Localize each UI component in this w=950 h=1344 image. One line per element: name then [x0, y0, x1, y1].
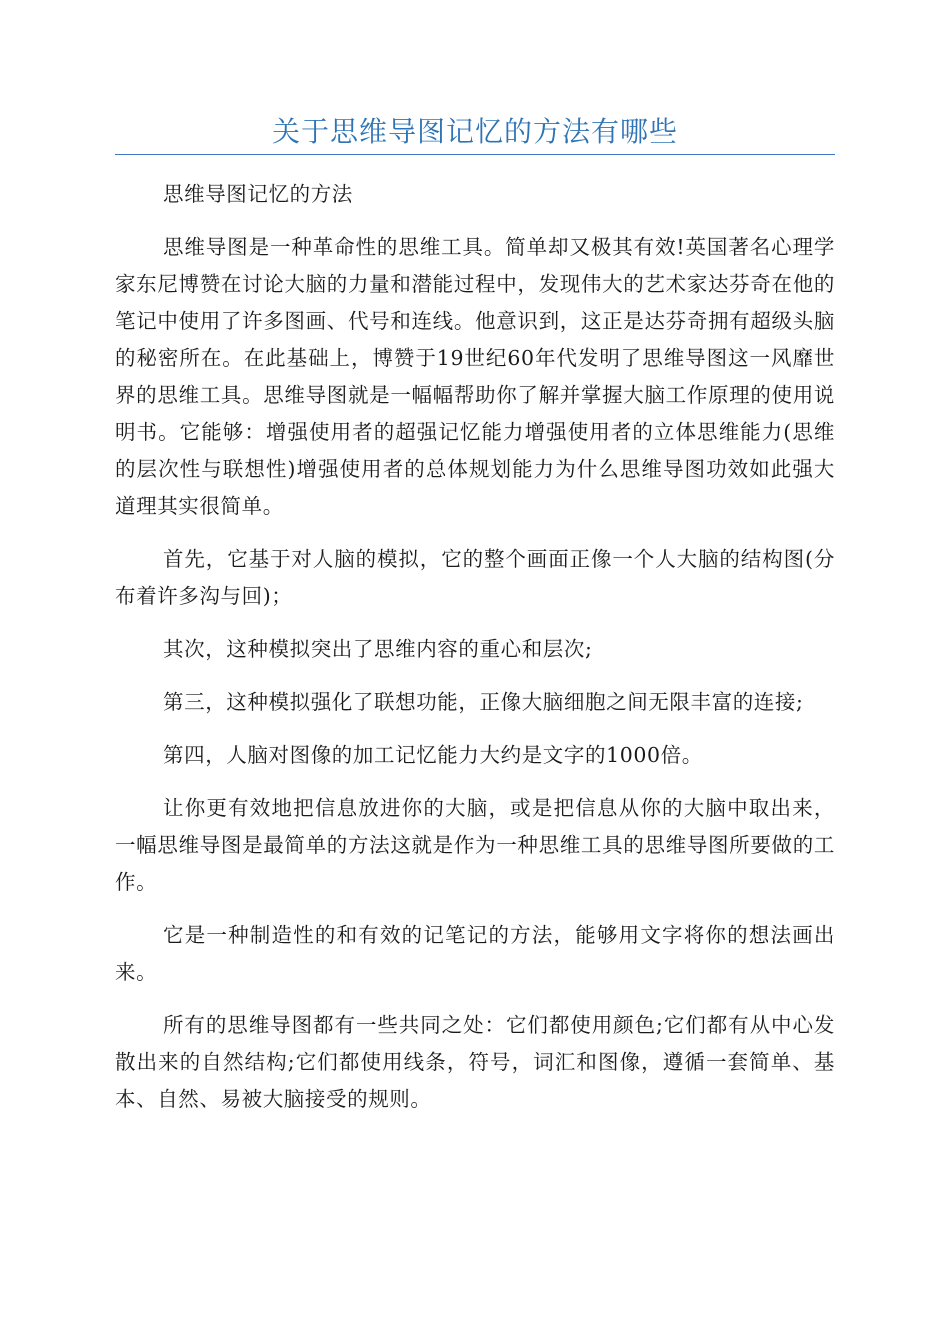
- paragraph-common-traits: 所有的思维导图都有一些共同之处：它们都使用颜色;它们都有从中心发散出来的自然结构;它们都使用线条，符号，词汇和图像，遵循一套简单、基本、自然、易被大脑接受的规则。: [115, 1013, 835, 1111]
- title-underline: [115, 154, 835, 155]
- document-title: 关于思维导图记忆的方法有哪些: [271, 115, 678, 148]
- paragraph-purpose: 让你更有效地把信息放进你的大脑，或是把信息从你的大脑中取出来，一幅思维导图是最简单的方法这就是作为一种思维工具的思维导图所要做的工作。: [115, 796, 835, 894]
- document-body: [115, 176, 835, 1134]
- paragraph-first: 首先，它基于对人脑的模拟，它的整个画面正像一个人大脑的结构图(分布着许多沟与回)；: [115, 547, 835, 608]
- section-heading: 思维导图记忆的方法: [163, 182, 353, 206]
- paragraph-intro: 思维导图是一种革命性的思维工具。简单却又极其有效!英国著名心理学家东尼博赞在讨论大脑的力量和潜能过程中，发现伟大的艺术家达芬奇在他的笔记中使用了许多图画、代号和连线。他意识到，这正是达芬奇拥有超级头脑的秘密所在。在此基础上，博赞于19世纪60年代发明了思维导图这一风靡世界的思维工具。思维导图就是一幅幅帮助你了解并掌握大脑工作原理的使用说明书。它能够：增强使用者的超强记忆能力增强使用者的立体思维能力(思维的层次性与联想性)增强使用者的总体规划能力为什么思维导图功效如此强大道理其实很简单。: [115, 235, 835, 518]
- paragraph-third: 第三，这种模拟强化了联想功能，正像大脑细胞之间无限丰富的连接;: [163, 690, 804, 714]
- paragraph-second: 其次，这种模拟突出了思维内容的重心和层次;: [163, 637, 593, 661]
- paragraph-note-method: 它是一种制造性的和有效的记笔记的方法，能够用文字将你的想法画出来。: [115, 923, 835, 984]
- paragraph-fourth: 第四，人脑对图像的加工记忆能力大约是文字的1000倍。: [163, 743, 703, 767]
